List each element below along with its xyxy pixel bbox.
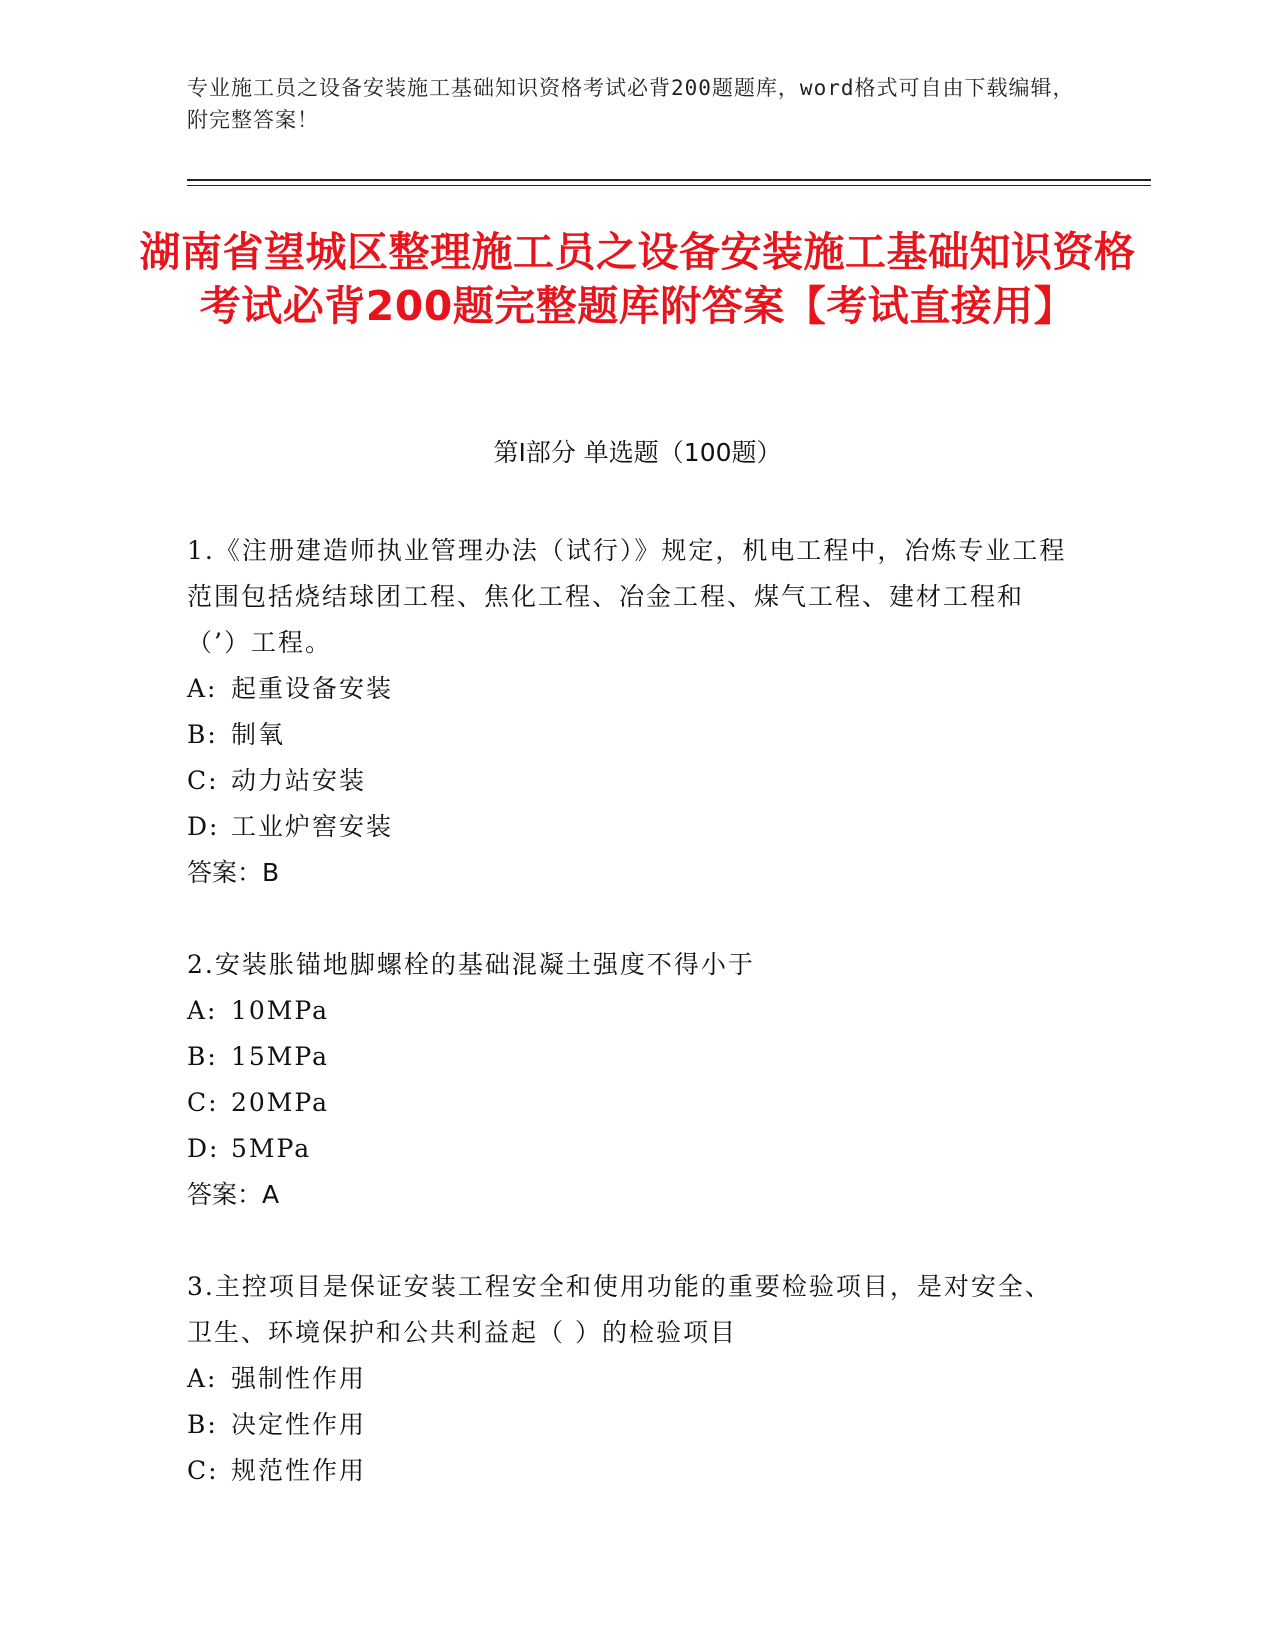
option-key: D: — [187, 1134, 220, 1163]
option-key: A: — [187, 996, 218, 1025]
option-a — [187, 1356, 1067, 1402]
option-key: B: — [187, 1042, 218, 1071]
header-note: 专业施工员之设备安装施工基础知识资格考试必背200题题库，word格式可自由下载编辑，附完整答案！ — [187, 76, 1075, 132]
option-text: 10MPa — [231, 996, 330, 1025]
option-key: A: — [187, 674, 218, 703]
option-key: C: — [187, 1088, 219, 1117]
option-key: A: — [187, 1364, 218, 1393]
option-text: 起重设备安装 — [231, 674, 394, 703]
option-text: 强制性作用 — [231, 1364, 367, 1393]
option-text: 动力站安装 — [231, 766, 367, 795]
answer-line: 答案：A — [187, 1180, 280, 1209]
question-stem: 1.《注册建造师执业管理办法（试行）》规定，机电工程中，冶炼专业工程范围包括烧结球团工程、焦化工程、冶金工程、煤气工程、建材工程和（’）工程。 — [187, 536, 1067, 657]
option-c — [187, 1080, 1067, 1126]
option-text: 20MPa — [231, 1088, 330, 1117]
question-stem: 3.主控项目是保证安装工程安全和使用功能的重要检验项目，是对安全、卫生、环境保护和公共利益起（ ）的检验项目 — [187, 1272, 1052, 1347]
option-text: 工业炉窖安装 — [231, 812, 394, 841]
option-d — [187, 804, 1067, 850]
option-key: C: — [187, 1456, 219, 1485]
option-text: 规范性作用 — [231, 1456, 367, 1485]
header-divider-thin — [187, 185, 1151, 186]
option-key: B: — [187, 720, 218, 749]
option-a — [187, 988, 1067, 1034]
option-b — [187, 1034, 1067, 1080]
option-key: D: — [187, 812, 220, 841]
header-divider-thick — [187, 179, 1151, 181]
question-2 — [187, 942, 1067, 1218]
question-3 — [187, 1264, 1067, 1494]
question-list — [187, 528, 1067, 1494]
option-key: B: — [187, 1410, 218, 1439]
option-text: 15MPa — [231, 1042, 330, 1071]
option-text: 制氧 — [231, 720, 286, 749]
option-key: C: — [187, 766, 219, 795]
option-text: 决定性作用 — [231, 1410, 367, 1439]
option-b — [187, 1402, 1067, 1448]
option-text: 5MPa — [231, 1134, 312, 1163]
option-b — [187, 712, 1067, 758]
answer-line: 答案：B — [187, 858, 280, 887]
option-a — [187, 666, 1067, 712]
option-c — [187, 758, 1067, 804]
section-heading: 第Ⅰ部分 单选题（100题） — [493, 438, 782, 467]
option-d — [187, 1126, 1067, 1172]
option-c — [187, 1448, 1067, 1494]
question-1 — [187, 528, 1067, 896]
question-stem: 2.安装胀锚地脚螺栓的基础混凝土强度不得小于 — [187, 950, 755, 979]
document-title: 湖南省望城区整理施工员之设备安装施工基础知识资格考试必背200题完整题库附答案【考试直接用】 — [139, 228, 1136, 330]
